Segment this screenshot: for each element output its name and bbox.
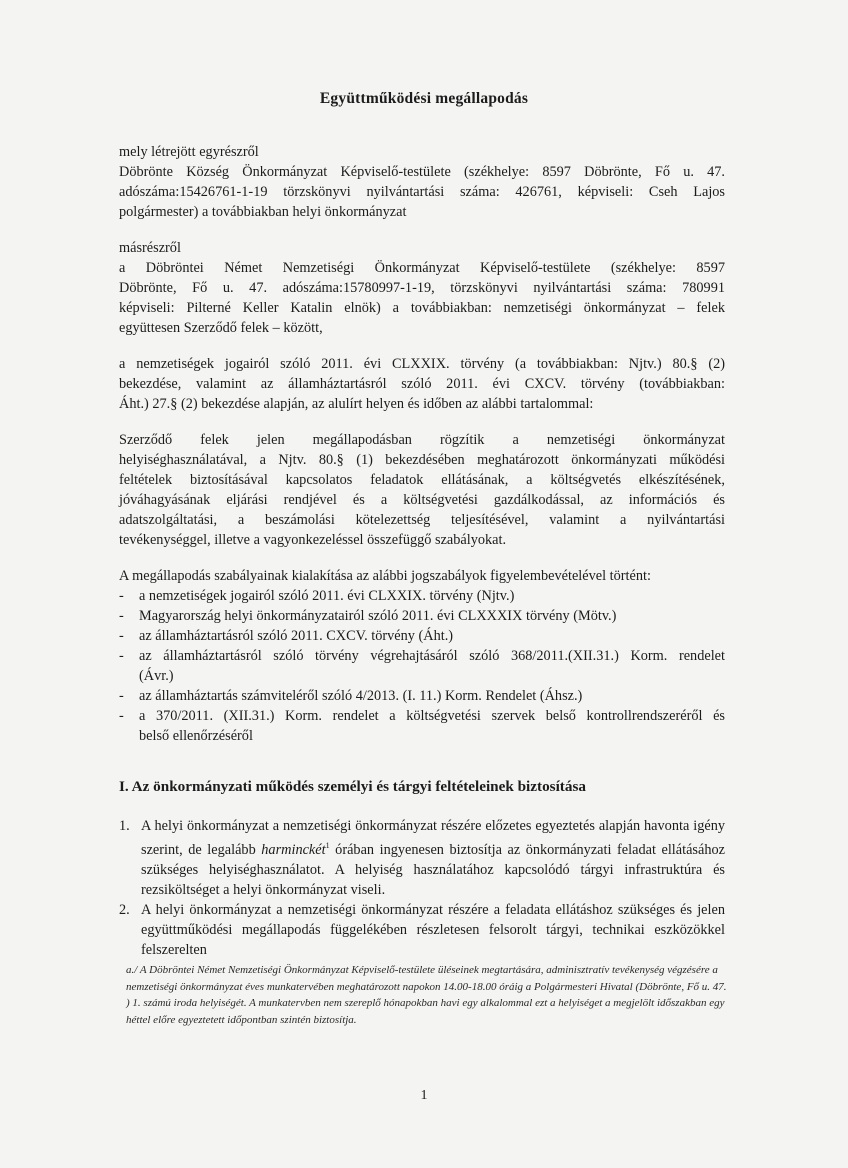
footnote xyxy=(126,962,728,1028)
page-number: 1 xyxy=(420,1088,428,1103)
list-dash: - xyxy=(119,588,124,604)
scope-line: jóváhagyásának eljárási rendjével és a költségvetési gazdálkodással, az információs és xyxy=(119,492,725,508)
laws-list xyxy=(119,586,725,746)
laws-intro xyxy=(119,566,725,586)
list-dash: - xyxy=(119,648,124,664)
list-dash: - xyxy=(119,608,124,624)
party2-line: együttesen Szerződő felek – között, xyxy=(119,320,323,336)
scope-line: helyiséghasználatával, a Njtv. 80.§ (1) bekezdésében meghatározott önkormányzati működési xyxy=(119,452,725,468)
item-text: A helyi önkormányzat a nemzetiségi önkormányzat részére előzetes egyeztetés alapján havonta igény szerint, de legalább xyxy=(141,818,725,858)
party2-block xyxy=(119,238,725,338)
list-item xyxy=(119,606,725,626)
party2-line: képviseli: Pilterné Keller Katalin elnök) a továbbiakban: nemzetiségi önkormányzat – felek xyxy=(119,300,725,316)
footnote-line: óráig a Polgármesteri Hivatal (Döbrönte, Fő u. 47. ) 1. számú iroda helyiségét. A munkatervben nem szereplő xyxy=(126,980,727,1010)
list-item xyxy=(119,816,725,900)
law-text: a 370/2011. (XII.31.) Korm. rendelet a költségvetési szervek belső kontrollrendszeréről és xyxy=(139,708,725,724)
section1-list xyxy=(119,816,725,960)
law-text: a nemzetiségek jogairól szóló 2011. évi CLXXIX. törvény (Njtv.) xyxy=(139,588,515,604)
legal-basis-line: Áht.) 27.§ (2) bekezdése alapján, az alulírt helyen és időben az alábbi tartalommal: xyxy=(119,396,594,412)
item-number: 2. xyxy=(119,901,130,918)
party2-line: Döbrönte, Fő u. 47. adószáma:15780997-1-19, törzskönyvi nyilvántartási száma: 780991 xyxy=(119,280,725,296)
party1-block xyxy=(119,142,725,222)
legal-basis-line: bekezdése, valamint az államháztartásról szóló 2011. évi CXCV. törvény (továbbiakban: xyxy=(119,376,725,392)
item-text: órában ingyenesen biztosítja az önkormányzati feladat ellátásához szükséges helyiséghasználatot. A helyiség használatához kapcsolódó tárgyi infrastruktúra és rezsiköltséget a helyi önkormányzat viseli. xyxy=(141,841,725,898)
law-text: belső ellenőrzéséről xyxy=(139,728,253,744)
footnote-line: a./ A Döbröntei Német Nemzetiségi Önkormányzat Képviselő-testülete üléseinek megtartására, adminisztratív xyxy=(126,964,610,976)
list-item xyxy=(119,686,725,706)
law-text: Magyarország helyi önkormányzatairól szóló 2011. évi CLXXXIX törvény (Mötv.) xyxy=(139,608,617,624)
list-item xyxy=(119,626,725,646)
list-item xyxy=(119,706,725,746)
scope-paragraph xyxy=(119,430,725,550)
party2-intro: másrészről xyxy=(119,240,181,256)
legal-basis-paragraph xyxy=(119,354,725,414)
scope-line: tevékenységgel, illetve a vagyonkezeléssel összefüggő szabályokat. xyxy=(119,532,507,548)
list-item xyxy=(119,586,725,606)
scope-line: feltételek biztosításával kapcsolatos feladatok ellátásának, a költségvetés elkészítésének, xyxy=(119,472,725,488)
party1-intro: mely létrejött egyrészről xyxy=(119,144,259,160)
footnote-ref: 1 xyxy=(325,841,330,850)
list-item xyxy=(119,646,725,686)
list-dash: - xyxy=(119,688,124,704)
list-dash: - xyxy=(119,708,124,724)
party1-line: adószáma:15426761-1-19 törzskönyvi nyilvántartási száma: 426761, képviseli: Cseh Lajos xyxy=(119,184,725,200)
party1-line: Döbrönte Község Önkormányzat Képviselő-testülete (székhelye: 8597 Döbrönte, Fő u. 47. xyxy=(119,164,725,180)
document-title: Együttműködési megállapodás xyxy=(319,90,529,107)
laws-intro-text: A megállapodás szabályainak kialakítása az alábbi jogszabályok figyelembevételével történt: xyxy=(119,568,651,584)
scope-line: Szerződő felek jelen megállapodásban rögzítik a nemzetiségi önkormányzat xyxy=(119,432,725,448)
legal-basis-line: a nemzetiségek jogairól szóló 2011. évi CLXXIX. törvény (a továbbiakban: Njtv.) 80.§ (2) xyxy=(119,356,725,372)
scope-line: adatszolgáltatási, a beszámolási kötelezettség teljesítésével, valamint a nyilvántartási xyxy=(119,512,725,528)
list-item xyxy=(119,900,725,960)
item-italic-text: harminckét xyxy=(261,841,326,858)
footnote-line: tevékenység végzésére a nemzetiségi önkormányzat éves munkatervében meghatározott napokon 14.00-18.00 xyxy=(126,964,718,993)
law-text: az államháztartásról szóló törvény végrehajtásáról szóló 368/2011.(XII.31.) Korm. rendelet xyxy=(139,648,725,664)
party2-line: a Döbröntei Német Nemzetiségi Önkormányzat Képviselő-testülete (székhelye: 8597 xyxy=(119,260,725,276)
law-text: az államháztartásról szóló 2011. CXCV. törvény (Áht.) xyxy=(139,628,454,644)
footnote-line: szintén biztosítja. xyxy=(280,1013,357,1026)
item-text: A helyi önkormányzat a nemzetiségi önkormányzat részére a feladata ellátáshoz szükséges és jelen együttműködési megállapodás függelékében részletesen felsorolt tárgyi, technikai eszközökkel felszerelten xyxy=(141,901,725,958)
footnote-line: hónapokban havi egy alkalommal ezt a helyiséget a megjelölt időszakban egy héttel előre egyeztetett időpontban xyxy=(126,997,725,1026)
law-text: (Ávr.) xyxy=(139,668,174,684)
law-text: az államháztartás számviteléről szóló 4/2013. (I. 11.) Korm. Rendelet (Áhsz.) xyxy=(139,688,583,704)
list-dash: - xyxy=(119,628,124,644)
item-number: 1. xyxy=(119,818,130,834)
party1-line: polgármester) a továbbiakban helyi önkormányzat xyxy=(119,204,407,220)
section-heading: I. Az önkormányzati működés személyi és tárgyi feltételeinek biztosítása xyxy=(119,778,586,795)
